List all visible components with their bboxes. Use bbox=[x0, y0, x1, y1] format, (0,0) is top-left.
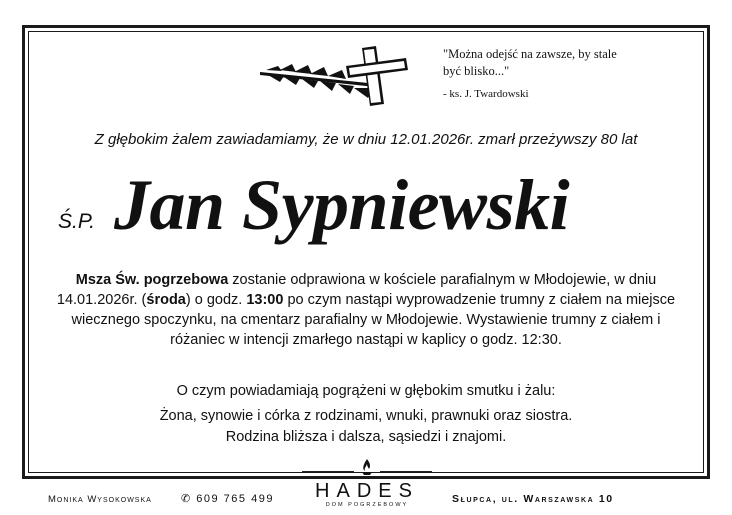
quote-block bbox=[443, 46, 673, 103]
mass-time: 13:00 bbox=[246, 292, 284, 308]
notice-line: O czym powiadamiają pogrążeni w głębokim smutku i żalu: bbox=[176, 383, 556, 399]
mass-text2: ) o godz. bbox=[185, 292, 247, 308]
footer-phone: ✆ 609 765 499 bbox=[181, 493, 274, 505]
quote-text-line2: być blisko..." bbox=[443, 64, 510, 78]
name-prefix: Ś.P. bbox=[58, 210, 95, 233]
footer-address: Słupca, ul. Warszawska 10 bbox=[452, 493, 614, 505]
name-row bbox=[0, 160, 732, 250]
mass-label: Msza Św. pogrzebowa bbox=[75, 272, 229, 288]
intro-text: Z głębokim żalem zawiadamiamy, że w dniu 12.01.2026r. zmarł przeżywszy 80 lat bbox=[94, 131, 638, 148]
logo-subtitle: DOM POGRZEBOWY bbox=[325, 502, 409, 508]
quote-author: - ks. J. Twardowski bbox=[443, 88, 529, 100]
mass-weekday: środa bbox=[146, 292, 186, 308]
family-line1: Żona, synowie i córka z rodzinami, wnuki, prawnuki oraz siostra. bbox=[159, 408, 573, 424]
cross-with-palm-icon bbox=[258, 40, 438, 112]
flame-icon bbox=[360, 458, 374, 476]
hades-logo bbox=[300, 458, 434, 510]
logo-line-left bbox=[302, 471, 354, 472]
mass-text1: zostanie odprawiona w kościele parafialnym w Młodojewie, w dniu 14.01.2026r. ( bbox=[56, 272, 657, 308]
mass-text3: po czym nastąpi wyprowadzenie trumny z ciałem na miejsce wiecznego spoczynku, na cmentarz parafialny w Młodojewie. Wystawienie trumny z ciałem i różaniec w intencji zmarłego nastąpi w kaplicy o godz. 12:30. bbox=[71, 292, 676, 348]
deceased-name: Jan Sypniewski bbox=[114, 165, 570, 245]
footer-contact-name: Monika Wysokowska bbox=[48, 494, 152, 505]
family-line2: Rodzina bliższa i dalsza, sąsiedzi i znajomi. bbox=[225, 429, 507, 445]
mass-paragraph bbox=[52, 270, 680, 350]
quote-text-line1: "Można odejść na zawsze, by stale bbox=[443, 47, 617, 61]
logo-brand: HADES bbox=[315, 480, 419, 502]
logo-line-right bbox=[380, 471, 432, 472]
